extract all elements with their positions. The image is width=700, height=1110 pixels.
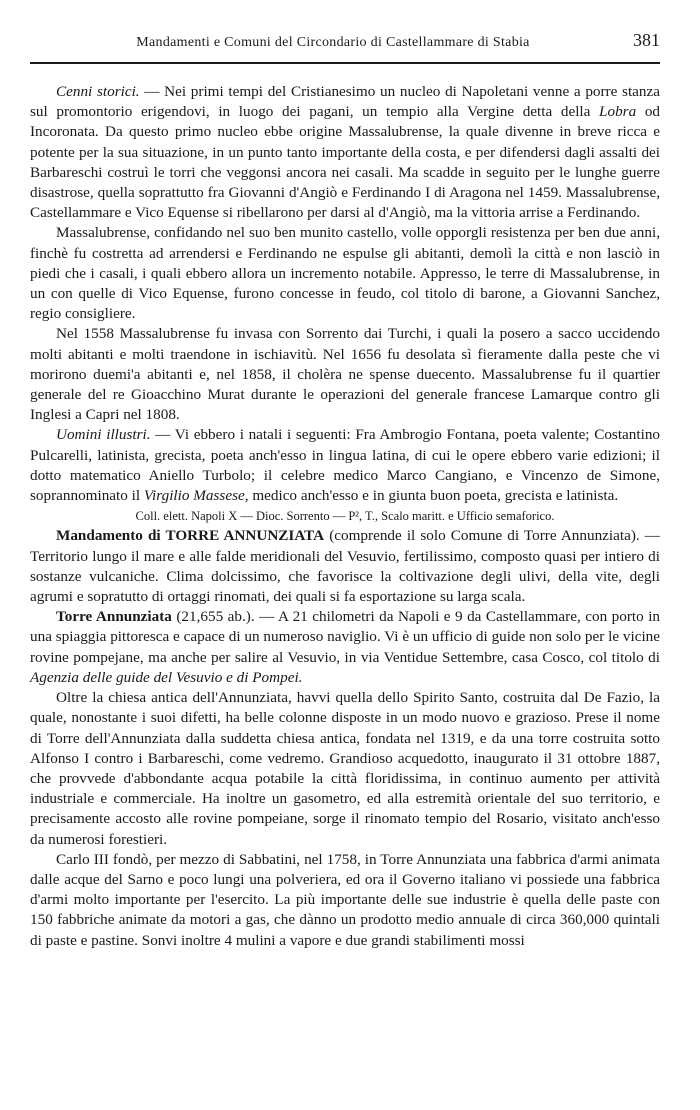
paragraph: Oltre la chiesa antica dell'Annunziata, havvi quella dello Spirito Santo, costruita dal De Fazio, la quale, nonostante i suoi difetti, ha belle colonne disposte in un modo nuovo e grazioso. Prese il nome di Torre dell'Annunziata dalla suddetta chiesa antica, fondata nel 1319, e da una torre costruita sotto Alfonso I contro i Barbareschi, come vedremo. Grandioso acquedotto, inaugurato il 31 ottobre 1887, che provvede d'abbondante acqua potabile la città floridissima, in continuo aumento per attività industriale e commerciale. Ha inoltre un gasometro, ed alla estremità orientale del suo territorio, e precisamente accosto alle rovine pompeiane, sorge il rinomato tempio del Rosario, visitato anch'esso da numerosi forestieri. (30, 689, 660, 848)
page-body (30, 82, 660, 951)
mandamento-name: TORRE ANNUNZIATA (165, 527, 325, 545)
paragraph: Massalubrense, confidando nel suo ben munito castello, volle opporgli resistenza per ben due anni, finchè fu costretta ad arrendersi e Ferdinando ne espulse gli abitanti, demolì la città e non lasciò in piedi che i casali, i quali ebbero allora un incremento notabile. Appresso, le terre di Massalubrense, in un con quelle di Vico Equense, furono concesse in feudo, col titolo di barone, a Giovanni Sanchez, regio consigliere. (30, 224, 660, 323)
footnote-line: Coll. elett. Napoli X — Dioc. Sorrento — P², T., Scalo maritt. e Ufficio semaforico. (135, 509, 555, 524)
paragraph-mandamento: Mandamento di TORRE ANNUNZIATA (comprende il solo Comune di Torre Annunziata). — Territorio lungo il mare e alle falde meridionali del Vesuvio, fertilissimo, composto quasi per intiero di sostanze vulcaniche. Clima dolcissimo, che favorisce la coltivazione degli ulivi, della vite, degli agrumi e sopratutto di ortaggi rinomati, dei quali si fa esportazione su larga scala. (30, 527, 660, 606)
town-name: Torre Annunziata (56, 608, 172, 626)
paragraph-uomini-illustri: Uomini illustri. — Vi ebbero i natali i seguenti: Fra Ambrogio Fontana, poeta valente; Costantino Pulcarelli, latinista, grecista, poeta anch'esso in lingua latina, di cui le opere ebbero varie edizioni; il dotto matematico Aniello Turbolo; il celebre medico Marco Cangiano, e Vincenzo de Simone, soprannominato il Virgilio Massese, medico anch'esso e in giunta buon poeta, grecista e latinista. (30, 426, 661, 505)
header-rule (30, 62, 660, 64)
page-number: 381 (633, 30, 660, 50)
paragraph-cenni-storici: Cenni storici. — Nei primi tempi del Cristianesimo un nucleo di Napoletani venne a porre stanza sul promontorio erigendovi, in luogo dei pagani, un tempio alla Vergine detta della Lobra od Incoronata. Da questo primo nucleo ebbe origine Massalubrense, la quale divenne in breve ricca e potente per la sua situazione, in un punto tanto importante della costa, e per difendersi dagli assalti dei Barbareschi costruì le torri che veggonsi ancora nei casali. Ma scadde in seguito per le lunghe guerre disastrose, quella soprattutto fra Giovanni d'Angiò e Ferdinando I di Aragona nel 1459. Massalubrense, Castellammare e Vico Equense si ribellarono per darsi al d'Angiò, ma la vittoria arrise a Ferdinando. (30, 83, 661, 222)
running-title: Mandamenti e Comuni del Circondario di Castellammare di Stabia (136, 35, 530, 50)
paragraph-torre-annunziata: Torre Annunziata (21,655 ab.). — A 21 chilometri da Napoli e 9 da Castellammare, con porto in una spiaggia pittoresca e capace di un numeroso naviglio. Vi è un ufficio di guide non solo per le vicine rovine pompejane, ma anche per salire al Vesuvio, in via Ventidue Settembre, casa Cosco, col titolo di Agenzia delle guide del Vesuvio e di Pompei. (30, 608, 661, 686)
section-lead: Cenni storici. (56, 83, 140, 100)
section-lead: Uomini illustri. (56, 426, 151, 444)
paragraph: Carlo III fondò, per mezzo di Sabbatini, nel 1758, in Torre Annunziata una fabbrica d'armi animata dalle acque del Sarno e poco lungi una polveriera, ed ora il Governo italiano vi possiede una fabbrica d'armi molto importante per l'esercito. La più importante delle sue industrie è quella delle paste con 150 fabbriche animate da motori a gas, che dànno un prodotto medio annuale di circa 360,000 quintali di paste e pastine. Sonvi inoltre 4 mulini a vapore e due grandi stabilimenti mossi (30, 850, 660, 949)
page-header (30, 30, 660, 56)
paragraph: Nel 1558 Massalubrense fu invasa con Sorrento dai Turchi, i quali la posero a sacco uccidendo molti abitanti e molti traendone in ischiavitù. Nel 1656 fu desolata sì fieramente dalla peste che vi morirono duemi'a abitanti e, nel 1858, il cholèra ne spense duecento. Massalubrense fu il quartier generale del re Gioacchino Murat durante le operazioni del generale francese Lamarque contro gli Inglesi a Capri nel 1808. (30, 325, 660, 424)
